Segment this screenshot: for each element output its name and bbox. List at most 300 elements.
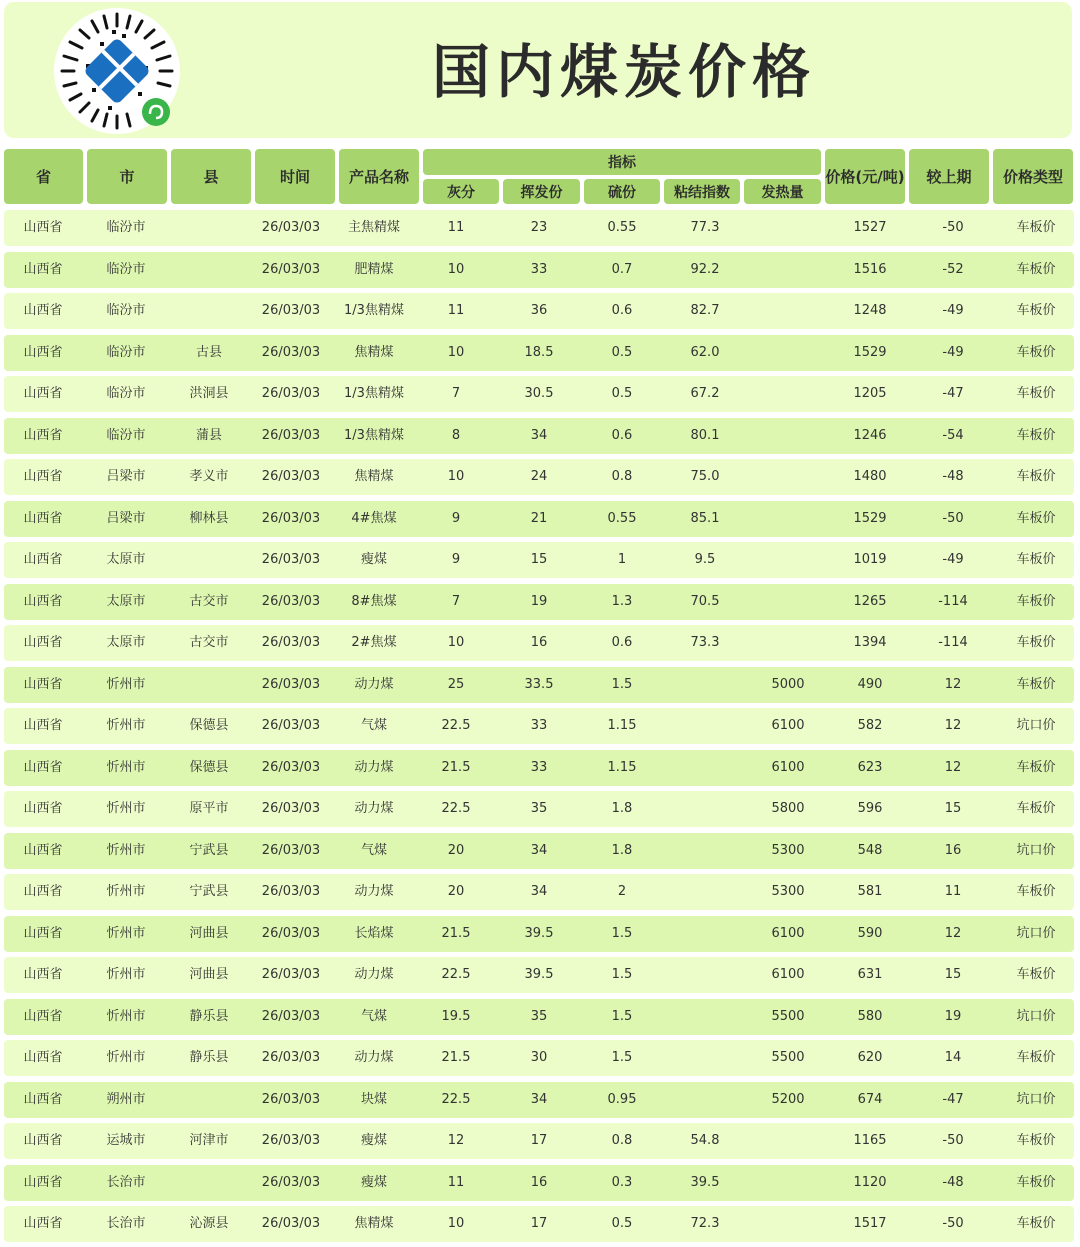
cell-time: 26/03/03 [261,925,321,941]
cell-time: 26/03/03 [261,635,321,650]
cell-price-type: 车板价 [1016,1216,1056,1231]
cell-city: 临汾市 [106,303,146,318]
table-row [4,874,1074,910]
column-header-volatile: 挥发份 [503,179,580,204]
cell-change: -47 [942,386,964,401]
cell-time: 26/03/03 [261,718,321,733]
cell-sulfur: 0.55 [607,220,637,235]
cell-county [169,1165,249,1201]
cell-price: 623 [857,759,883,775]
cell-change: 12 [944,925,962,941]
cell-volatile: 16 [530,635,548,650]
cell-volatile: 33.5 [524,676,554,692]
cell-county: 古交市 [189,593,229,609]
cell-price-type: 车板价 [1016,469,1056,484]
cell-province: 山西省 [23,718,63,733]
cell-time: 26/03/03 [261,427,321,443]
cell-change: -114 [938,593,968,609]
cell-change: -54 [942,427,964,443]
cell-province: 山西省 [23,344,63,360]
cell-product: 焦精煤 [354,1216,394,1231]
cell-caking [665,874,745,910]
cell-ash: 10 [447,261,465,277]
cell-city: 吕梁市 [106,510,146,526]
column-header-sulfur: 硫份 [584,179,660,204]
cell-county: 静乐县 [189,1008,229,1024]
column-header-product: 产品名称 [339,149,419,204]
cell-change: 11 [944,884,962,899]
cell-sulfur: 1.5 [611,967,633,982]
cell-price: 548 [857,842,883,858]
cell-change: -50 [942,1133,964,1148]
cell-price-type: 车板价 [1016,1050,1056,1065]
cell-city: 太原市 [106,635,146,650]
cell-volatile: 21 [530,510,548,526]
column-header-price: 价格(元/吨) [825,149,905,204]
cell-price-type: 车板价 [1016,261,1056,277]
cell-province: 山西省 [23,801,63,816]
cell-product: 焦精煤 [354,344,394,360]
cell-caking: 85.1 [690,510,720,526]
cell-product: 1/3焦精煤 [344,303,404,318]
cell-product: 1/3焦精煤 [344,427,404,443]
column-header-ash: 灰分 [423,179,499,204]
cell-sulfur: 1 [617,552,627,567]
cell-time: 26/03/03 [261,884,321,899]
cell-province: 山西省 [23,303,63,318]
cell-ash: 11 [447,303,465,318]
cell-time: 26/03/03 [261,801,321,816]
cell-price-type: 坑口价 [1016,842,1056,858]
cell-province: 山西省 [23,427,63,443]
cell-sulfur: 1.3 [611,593,633,609]
cell-caking [665,667,745,703]
cell-heat: 6100 [771,718,805,733]
cell-change: -47 [942,1091,964,1107]
cell-price-type: 车板价 [1016,303,1056,318]
cell-price: 1248 [853,303,887,318]
table-row [4,625,1074,661]
cell-change: -114 [938,635,968,650]
cell-product: 动力煤 [354,1050,394,1065]
cell-ash: 7 [451,386,461,401]
table-row [4,1040,1074,1076]
cell-ash: 22.5 [441,1091,471,1107]
cell-change: -48 [942,469,964,484]
table-row [4,1165,1074,1201]
cell-price-type: 坑口价 [1016,718,1056,733]
cell-time: 26/03/03 [261,344,321,360]
cell-heat [748,376,828,412]
cell-county: 河曲县 [189,925,229,941]
cell-heat: 5500 [771,1050,805,1065]
cell-caking: 9.5 [694,552,716,567]
table-row [4,957,1074,993]
cell-price-type: 车板价 [1016,220,1056,235]
cell-county: 河曲县 [189,967,229,982]
cell-sulfur: 0.95 [607,1091,637,1107]
cell-heat [748,293,828,329]
cell-heat [748,625,828,661]
column-header-price-type: 价格类型 [993,149,1073,204]
cell-time: 26/03/03 [261,759,321,775]
cell-volatile: 39.5 [524,967,554,982]
cell-city: 吕梁市 [106,469,146,484]
cell-price-type: 车板价 [1016,967,1056,982]
cell-caking [665,833,745,869]
cell-volatile: 30.5 [524,386,554,401]
table-row [4,1206,1074,1242]
cell-price-type: 车板价 [1016,552,1056,567]
cell-product: 动力煤 [354,759,394,775]
cell-caking [665,916,745,952]
cell-sulfur: 1.5 [611,925,633,941]
cell-time: 26/03/03 [261,1133,321,1148]
cell-price: 581 [857,884,883,899]
cell-product: 8#焦煤 [351,593,397,609]
table-row [4,584,1074,620]
cell-ash: 10 [447,469,465,484]
cell-change: -48 [942,1174,964,1190]
cell-sulfur: 1.15 [607,718,637,733]
cell-ash: 12 [447,1133,465,1148]
column-header-city: 市 [87,149,167,204]
cell-volatile: 33 [530,759,548,775]
cell-price-type: 坑口价 [1016,1091,1056,1107]
cell-city: 忻州市 [106,718,146,733]
table-row [4,999,1074,1035]
cell-price: 1246 [853,427,887,443]
cell-product: 动力煤 [354,676,394,692]
cell-sulfur: 1.8 [611,801,633,816]
cell-sulfur: 1.15 [607,759,637,775]
cell-change: 12 [944,759,962,775]
cell-caking [665,999,745,1035]
cell-volatile: 34 [530,427,548,443]
cell-sulfur: 2 [617,884,627,899]
cell-product: 瘦煤 [360,552,387,567]
cell-city: 长治市 [106,1216,146,1231]
cell-product: 4#焦煤 [351,510,397,526]
cell-sulfur: 0.6 [611,635,633,650]
cell-change: 15 [944,967,962,982]
table-row [4,791,1074,827]
cell-time: 26/03/03 [261,469,321,484]
cell-city: 忻州市 [106,801,146,816]
cell-price: 1480 [853,469,887,484]
cell-price-type: 车板价 [1016,884,1056,899]
table-row [4,1082,1074,1118]
column-header-change: 较上期 [909,149,989,204]
cell-county: 沁源县 [189,1216,229,1231]
cell-province: 山西省 [23,1050,63,1065]
cell-city: 运城市 [106,1133,146,1148]
table-row [4,750,1074,786]
cell-city: 忻州市 [106,759,146,775]
cell-heat: 5800 [771,801,805,816]
cell-price: 580 [857,1008,883,1024]
cell-volatile: 39.5 [524,925,554,941]
cell-city: 太原市 [106,552,146,567]
cell-sulfur: 0.55 [607,510,637,526]
cell-price-type: 车板价 [1016,386,1056,401]
cell-change: -50 [942,220,964,235]
cell-county: 古县 [195,344,222,360]
title-banner [4,2,1072,138]
cell-product: 肥精煤 [354,261,394,277]
cell-province: 山西省 [23,1174,63,1190]
table-row [4,418,1074,454]
cell-sulfur: 0.5 [611,344,633,360]
cell-time: 26/03/03 [261,1008,321,1024]
cell-county: 静乐县 [189,1050,229,1065]
table-row [4,293,1074,329]
cell-volatile: 24 [530,469,548,484]
cell-change: 14 [944,1050,962,1065]
cell-price: 1529 [853,344,887,360]
cell-caking: 92.2 [690,261,720,277]
page-title: 国内煤炭价格 [431,38,816,106]
cell-province: 山西省 [23,593,63,609]
cell-ash: 22.5 [441,801,471,816]
cell-ash: 10 [447,635,465,650]
cell-price: 1527 [853,220,887,235]
cell-caking: 72.3 [690,1216,720,1231]
cell-change: 16 [944,842,962,858]
table-row [4,833,1074,869]
cell-county: 保德县 [189,759,229,775]
cell-caking: 62.0 [690,344,720,360]
cell-city: 临汾市 [106,261,146,277]
cell-heat: 5200 [771,1091,805,1107]
cell-change: 12 [944,718,962,733]
table-row [4,459,1074,495]
cell-province: 山西省 [23,676,63,692]
cell-county: 古交市 [189,635,229,650]
cell-change: -49 [942,344,964,360]
cell-heat [748,542,828,578]
cell-price: 1120 [853,1174,887,1190]
cell-product: 动力煤 [354,801,394,816]
cell-change: -49 [942,552,964,567]
cell-price-type: 车板价 [1016,427,1056,443]
cell-city: 临汾市 [106,427,146,443]
cell-county [169,667,249,703]
cell-price: 1516 [853,261,887,277]
cell-volatile: 17 [530,1133,548,1148]
cell-ash: 10 [447,1216,465,1231]
cell-volatile: 33 [530,718,548,733]
cell-sulfur: 0.7 [611,261,633,277]
cell-caking: 39.5 [690,1174,720,1190]
cell-county [169,1082,249,1118]
cell-price-type: 车板价 [1016,593,1056,609]
cell-city: 太原市 [106,593,146,609]
cell-price: 1165 [853,1133,887,1148]
cell-price: 620 [857,1050,883,1065]
cell-time: 26/03/03 [261,220,321,235]
cell-province: 山西省 [23,842,63,858]
cell-price: 1205 [853,386,887,401]
cell-city: 忻州市 [106,925,146,941]
cell-city: 临汾市 [106,344,146,360]
cell-time: 26/03/03 [261,1091,321,1107]
cell-volatile: 34 [530,1091,548,1107]
cell-province: 山西省 [23,635,63,650]
cell-price-type: 车板价 [1016,801,1056,816]
cell-price: 1394 [853,635,887,650]
cell-volatile: 35 [530,1008,548,1024]
cell-product: 焦精煤 [354,469,394,484]
cell-time: 26/03/03 [261,1216,321,1231]
cell-ash: 8 [451,427,461,443]
cell-county: 宁武县 [189,884,229,899]
column-header-heat: 发热量 [744,179,821,204]
cell-province: 山西省 [23,510,63,526]
cell-province: 山西省 [23,386,63,401]
cell-price-type: 车板价 [1016,676,1056,692]
cell-volatile: 23 [530,220,548,235]
table-row [4,667,1074,703]
cell-ash: 9 [451,510,461,526]
cell-time: 26/03/03 [261,967,321,982]
cell-price: 596 [857,801,883,816]
cell-price: 631 [857,967,883,982]
cell-product: 长焰煤 [354,925,394,941]
cell-province: 山西省 [23,220,63,235]
cell-volatile: 33 [530,261,548,277]
cell-volatile: 18.5 [524,344,554,360]
cell-heat [748,501,828,537]
cell-product: 动力煤 [354,967,394,982]
cell-caking [665,750,745,786]
cell-change: -50 [942,1216,964,1231]
cell-time: 26/03/03 [261,552,321,567]
cell-price: 1019 [853,552,887,567]
cell-province: 山西省 [23,1216,63,1231]
cell-province: 山西省 [23,469,63,484]
cell-caking: 75.0 [690,469,720,484]
cell-heat [748,252,828,288]
cell-ash: 11 [447,220,465,235]
cell-ash: 21.5 [441,925,471,941]
cell-price: 590 [857,925,883,941]
cell-county: 柳林县 [189,510,229,526]
cell-ash: 20 [447,884,465,899]
cell-city: 朔州市 [106,1091,146,1107]
cell-change: -50 [942,510,964,526]
cell-heat: 6100 [771,967,805,982]
cell-volatile: 19 [530,593,548,609]
cell-product: 气煤 [360,718,387,733]
cell-county: 保德县 [189,718,229,733]
mini-program-qr-code-icon[interactable] [52,6,182,136]
cell-county: 原平市 [189,801,229,816]
cell-time: 26/03/03 [261,842,321,858]
cell-ash: 22.5 [441,967,471,982]
cell-heat: 5300 [771,842,805,858]
cell-county: 蒲县 [195,427,222,443]
cell-city: 忻州市 [106,884,146,899]
cell-ash: 9 [451,552,461,567]
cell-city: 忻州市 [106,1008,146,1024]
column-group-header-indicator: 指标 [423,149,821,175]
cell-volatile: 34 [530,842,548,858]
cell-price: 1265 [853,593,887,609]
cell-product: 块煤 [360,1091,387,1107]
cell-product: 瘦煤 [360,1133,387,1148]
cell-ash: 21.5 [441,1050,471,1065]
cell-time: 26/03/03 [261,1050,321,1065]
cell-time: 26/03/03 [261,593,321,609]
cell-city: 长治市 [106,1174,146,1190]
cell-heat: 6100 [771,925,805,941]
cell-product: 动力煤 [354,884,394,899]
cell-province: 山西省 [23,759,63,775]
cell-heat [748,459,828,495]
table-row [4,542,1074,578]
cell-ash: 20 [447,842,465,858]
cell-county: 宁武县 [189,842,229,858]
cell-heat: 6100 [771,759,805,775]
table-row [4,708,1074,744]
cell-price-type: 坑口价 [1016,925,1056,941]
cell-county [169,252,249,288]
cell-volatile: 35 [530,801,548,816]
cell-ash: 11 [447,1174,465,1190]
cell-caking [665,957,745,993]
cell-city: 临汾市 [106,220,146,235]
cell-heat [748,1206,828,1242]
cell-caking: 73.3 [690,635,720,650]
cell-heat [748,584,828,620]
cell-heat [748,418,828,454]
cell-price-type: 车板价 [1016,635,1056,650]
cell-sulfur: 0.6 [611,303,633,318]
cell-caking: 54.8 [690,1133,720,1148]
cell-county [169,542,249,578]
cell-price: 490 [857,676,883,692]
cell-heat [748,1165,828,1201]
cell-change: 19 [944,1008,962,1024]
cell-heat: 5300 [771,884,805,899]
cell-province: 山西省 [23,1008,63,1024]
table-row [4,210,1074,246]
cell-time: 26/03/03 [261,510,321,526]
cell-county: 孝义市 [189,469,229,484]
cell-county: 洪洞县 [189,386,229,401]
cell-city: 忻州市 [106,676,146,692]
cell-province: 山西省 [23,967,63,982]
column-header-county: 县 [171,149,251,204]
cell-city: 忻州市 [106,1050,146,1065]
cell-province: 山西省 [23,552,63,567]
cell-province: 山西省 [23,1091,63,1107]
cell-price: 674 [857,1091,883,1107]
cell-sulfur: 1.5 [611,1008,633,1024]
cell-caking: 67.2 [690,386,720,401]
cell-ash: 7 [451,593,461,609]
cell-county: 河津市 [189,1133,229,1148]
cell-sulfur: 0.5 [611,1216,633,1231]
cell-change: -52 [942,261,964,277]
table-row [4,335,1074,371]
cell-product: 气煤 [360,1008,387,1024]
cell-city: 忻州市 [106,842,146,858]
cell-time: 26/03/03 [261,1174,321,1190]
cell-caking: 80.1 [690,427,720,443]
cell-sulfur: 1.5 [611,676,633,692]
